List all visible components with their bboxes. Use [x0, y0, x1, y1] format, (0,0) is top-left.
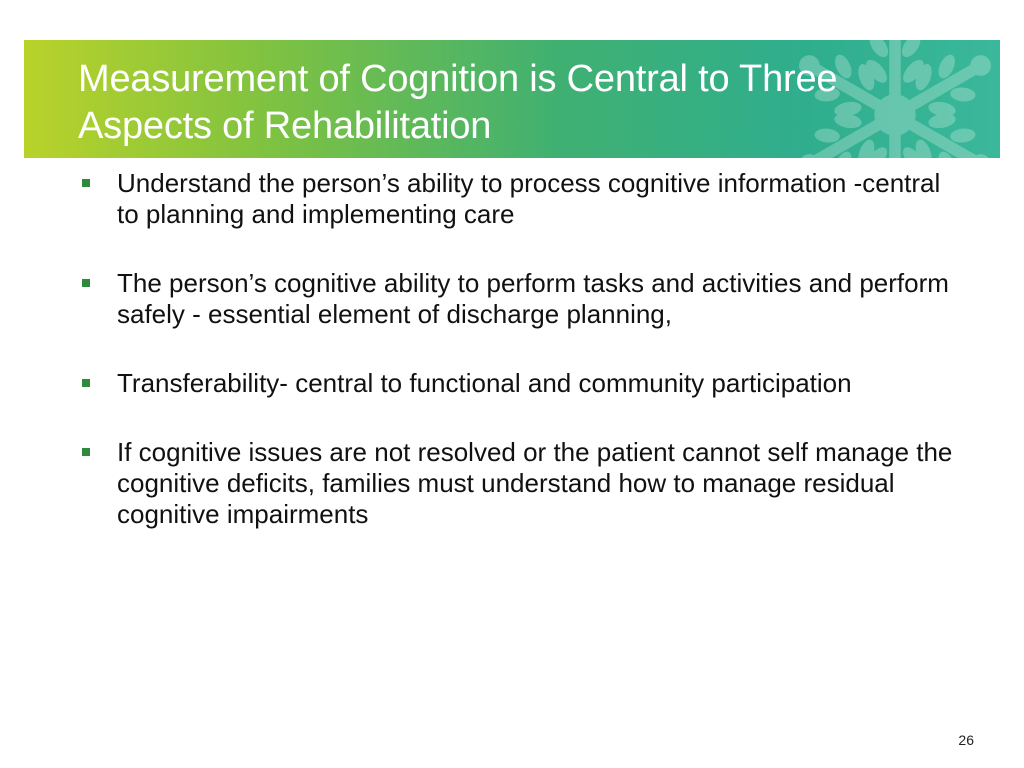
bullet-text: If cognitive issues are not resolved or the patient cannot self manage the cognitive deficits, families must understand how to manage residual cognitive impairments	[117, 437, 953, 529]
square-bullet-icon	[82, 379, 90, 387]
bullet-item	[80, 368, 960, 399]
square-bullet-icon	[82, 179, 90, 187]
bullet-list	[80, 168, 960, 568]
bullet-item	[80, 437, 960, 530]
slide-title: Measurement of Cognition is Central to Three Aspects of Rehabilitation	[78, 58, 838, 147]
bullet-text: The person’s cognitive ability to perform tasks and activities and perform safely - essential element of discharge planning,	[117, 268, 949, 329]
bullet-text: Understand the person’s ability to process cognitive information -central to planning and implementing care	[117, 168, 941, 229]
square-bullet-icon	[82, 279, 90, 287]
square-bullet-icon	[82, 448, 90, 456]
bullet-item	[80, 168, 960, 230]
bullet-item	[80, 268, 960, 330]
title-banner	[24, 40, 1000, 158]
bullet-text: Transferability- central to functional and community participation	[117, 368, 852, 398]
page-number: 26	[958, 732, 974, 748]
